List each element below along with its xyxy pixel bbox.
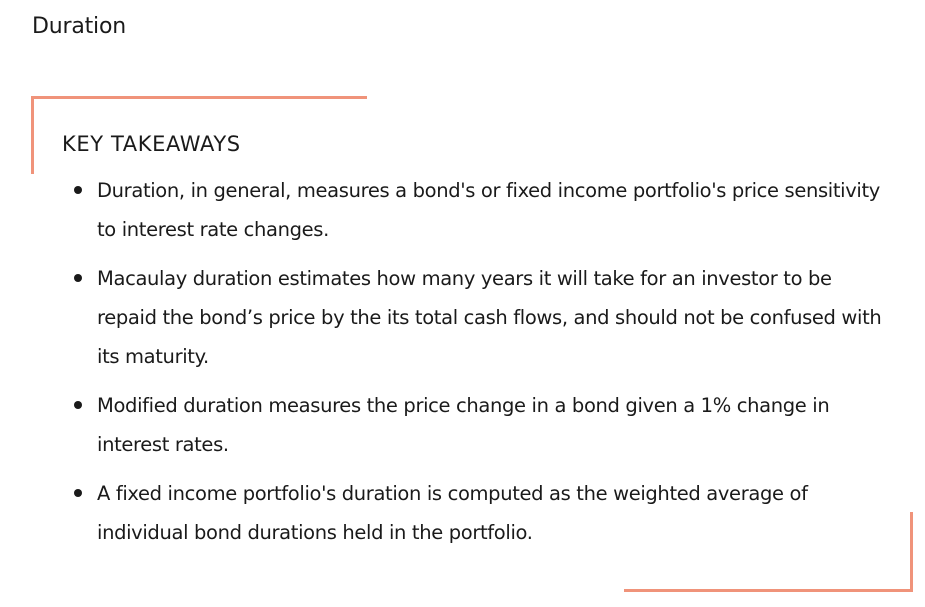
- takeaway-text: Modified duration measures the price change in a bond given a 1% change in interest rates.: [97, 394, 830, 456]
- takeaway-text: A fixed income portfolio's duration is computed as the weighted average of individual bond durations held in the portfolio.: [97, 482, 808, 544]
- key-takeaways-heading: KEY TAKEAWAYS: [62, 132, 241, 156]
- takeaway-text: Macaulay duration estimates how many years it will take for an investor to be repaid the bond’s price by the its total cash flows, and should not be confused with its maturity.: [97, 267, 882, 368]
- takeaway-item-portfolio-duration: [72, 474, 892, 552]
- bullet-icon: [74, 489, 82, 497]
- bullet-icon: [74, 274, 82, 282]
- bullet-icon: [74, 401, 82, 409]
- page-title: Duration: [32, 14, 126, 39]
- key-takeaways-list: [72, 171, 892, 562]
- takeaway-item-macaulay-duration: [72, 259, 892, 376]
- takeaway-item-modified-duration: [72, 386, 892, 464]
- bullet-icon: [74, 186, 82, 194]
- takeaway-item-duration: [72, 171, 892, 249]
- takeaway-text: Duration, in general, measures a bond's or fixed income portfolio's price sensitivity to interest rate changes.: [97, 179, 880, 241]
